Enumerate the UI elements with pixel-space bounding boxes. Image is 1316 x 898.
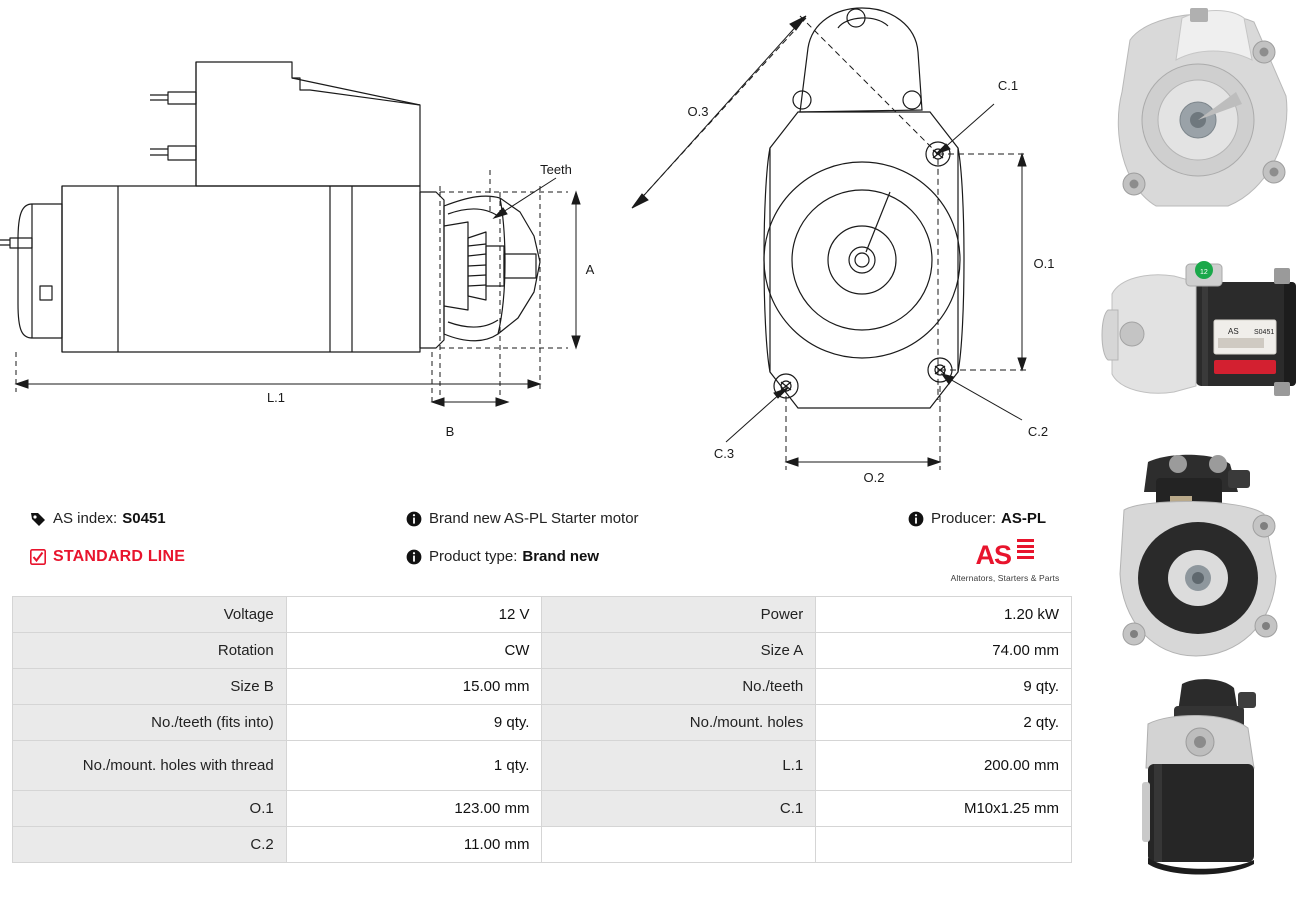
spec-value: 123.00 mm <box>286 791 542 827</box>
svg-text:12: 12 <box>1200 269 1208 276</box>
standard-line-label: STANDARD LINE <box>53 548 186 565</box>
label-c3: C.3 <box>713 446 735 461</box>
product-type-label: Product type: <box>429 548 518 565</box>
label-l1: L.1 <box>266 390 286 405</box>
spec-key: Power <box>542 597 816 633</box>
spec-key: L.1 <box>542 741 816 791</box>
spec-key: No./teeth <box>542 669 816 705</box>
spec-key: No./mount. holes with thread <box>13 741 287 791</box>
label-c1: C.1 <box>997 78 1019 93</box>
table-row <box>13 705 1072 741</box>
as-pl-logo <box>940 539 1070 583</box>
spec-value: 1.20 kW <box>816 597 1072 633</box>
label-o2: O.2 <box>863 470 885 485</box>
spec-value: 11.00 mm <box>286 827 542 863</box>
spec-key: No./mount. holes <box>542 705 816 741</box>
info-icon <box>908 511 924 527</box>
spec-value: CW <box>286 633 542 669</box>
spec-value: 2 qty. <box>816 705 1072 741</box>
table-row <box>13 597 1072 633</box>
product-type-row <box>406 548 599 565</box>
spec-value: 9 qty. <box>816 669 1072 705</box>
spec-value: 15.00 mm <box>286 669 542 705</box>
product-photo-column <box>1078 0 1316 898</box>
spec-key: C.2 <box>13 827 287 863</box>
starter-photo-angled-view[interactable] <box>1078 672 1316 896</box>
label-c2: C.2 <box>1027 424 1049 439</box>
spec-key: Rotation <box>13 633 287 669</box>
table-row <box>13 741 1072 791</box>
spec-value: 74.00 mm <box>816 633 1072 669</box>
label-a: A <box>585 262 595 277</box>
as-index-value: S0451 <box>122 510 166 527</box>
table-row <box>13 633 1072 669</box>
technical-drawings <box>0 0 1078 492</box>
table-row <box>13 827 1072 863</box>
spec-key: Voltage <box>13 597 287 633</box>
info-icon <box>406 511 422 527</box>
table-row <box>13 791 1072 827</box>
label-o3: O.3 <box>687 104 709 119</box>
description-text: Brand new AS-PL Starter motor <box>429 510 639 527</box>
starter-photo-top-view[interactable] <box>1078 0 1316 224</box>
check-box-icon <box>30 549 46 565</box>
spec-value: 12 V <box>286 597 542 633</box>
product-type-value: Brand new <box>522 548 600 565</box>
starter-photo-front-view[interactable] <box>1078 448 1316 672</box>
specification-table <box>12 596 1072 863</box>
label-b: B <box>445 424 455 439</box>
as-logo-bars-icon <box>1017 539 1034 561</box>
svg-text:AS: AS <box>1228 327 1239 336</box>
info-icon <box>406 549 422 565</box>
as-logo-subtitle: Alternators, Starters & Parts <box>950 573 1060 583</box>
producer-value: AS-PL <box>1001 510 1047 527</box>
label-teeth: Teeth <box>540 162 572 177</box>
spec-value: M10x1.25 mm <box>816 791 1072 827</box>
standard-line-row <box>30 548 185 566</box>
as-index-row <box>30 510 166 527</box>
spec-value: 200.00 mm <box>816 741 1072 791</box>
spec-key: O.1 <box>13 791 287 827</box>
as-logo-mark: AS <box>975 540 1012 570</box>
spec-key: No./teeth (fits into) <box>13 705 287 741</box>
table-row <box>13 669 1072 705</box>
spec-key: Size B <box>13 669 287 705</box>
tag-icon <box>30 511 46 527</box>
spec-key: C.1 <box>542 791 816 827</box>
description-row <box>406 510 639 527</box>
spec-empty-cell <box>816 827 1072 863</box>
spec-value: 1 qty. <box>286 741 542 791</box>
as-index-label: AS index: <box>53 510 118 527</box>
starter-photo-side-view[interactable] <box>1078 224 1316 448</box>
label-o1: O.1 <box>1033 256 1055 271</box>
info-block <box>0 498 1078 590</box>
drawings-svg <box>0 0 1078 492</box>
spec-key: Size A <box>542 633 816 669</box>
spec-value: 9 qty. <box>286 705 542 741</box>
producer-label: Producer: <box>931 510 997 527</box>
producer-row <box>908 510 1046 527</box>
spec-empty-cell <box>542 827 816 863</box>
svg-text:S0451: S0451 <box>1254 329 1275 336</box>
